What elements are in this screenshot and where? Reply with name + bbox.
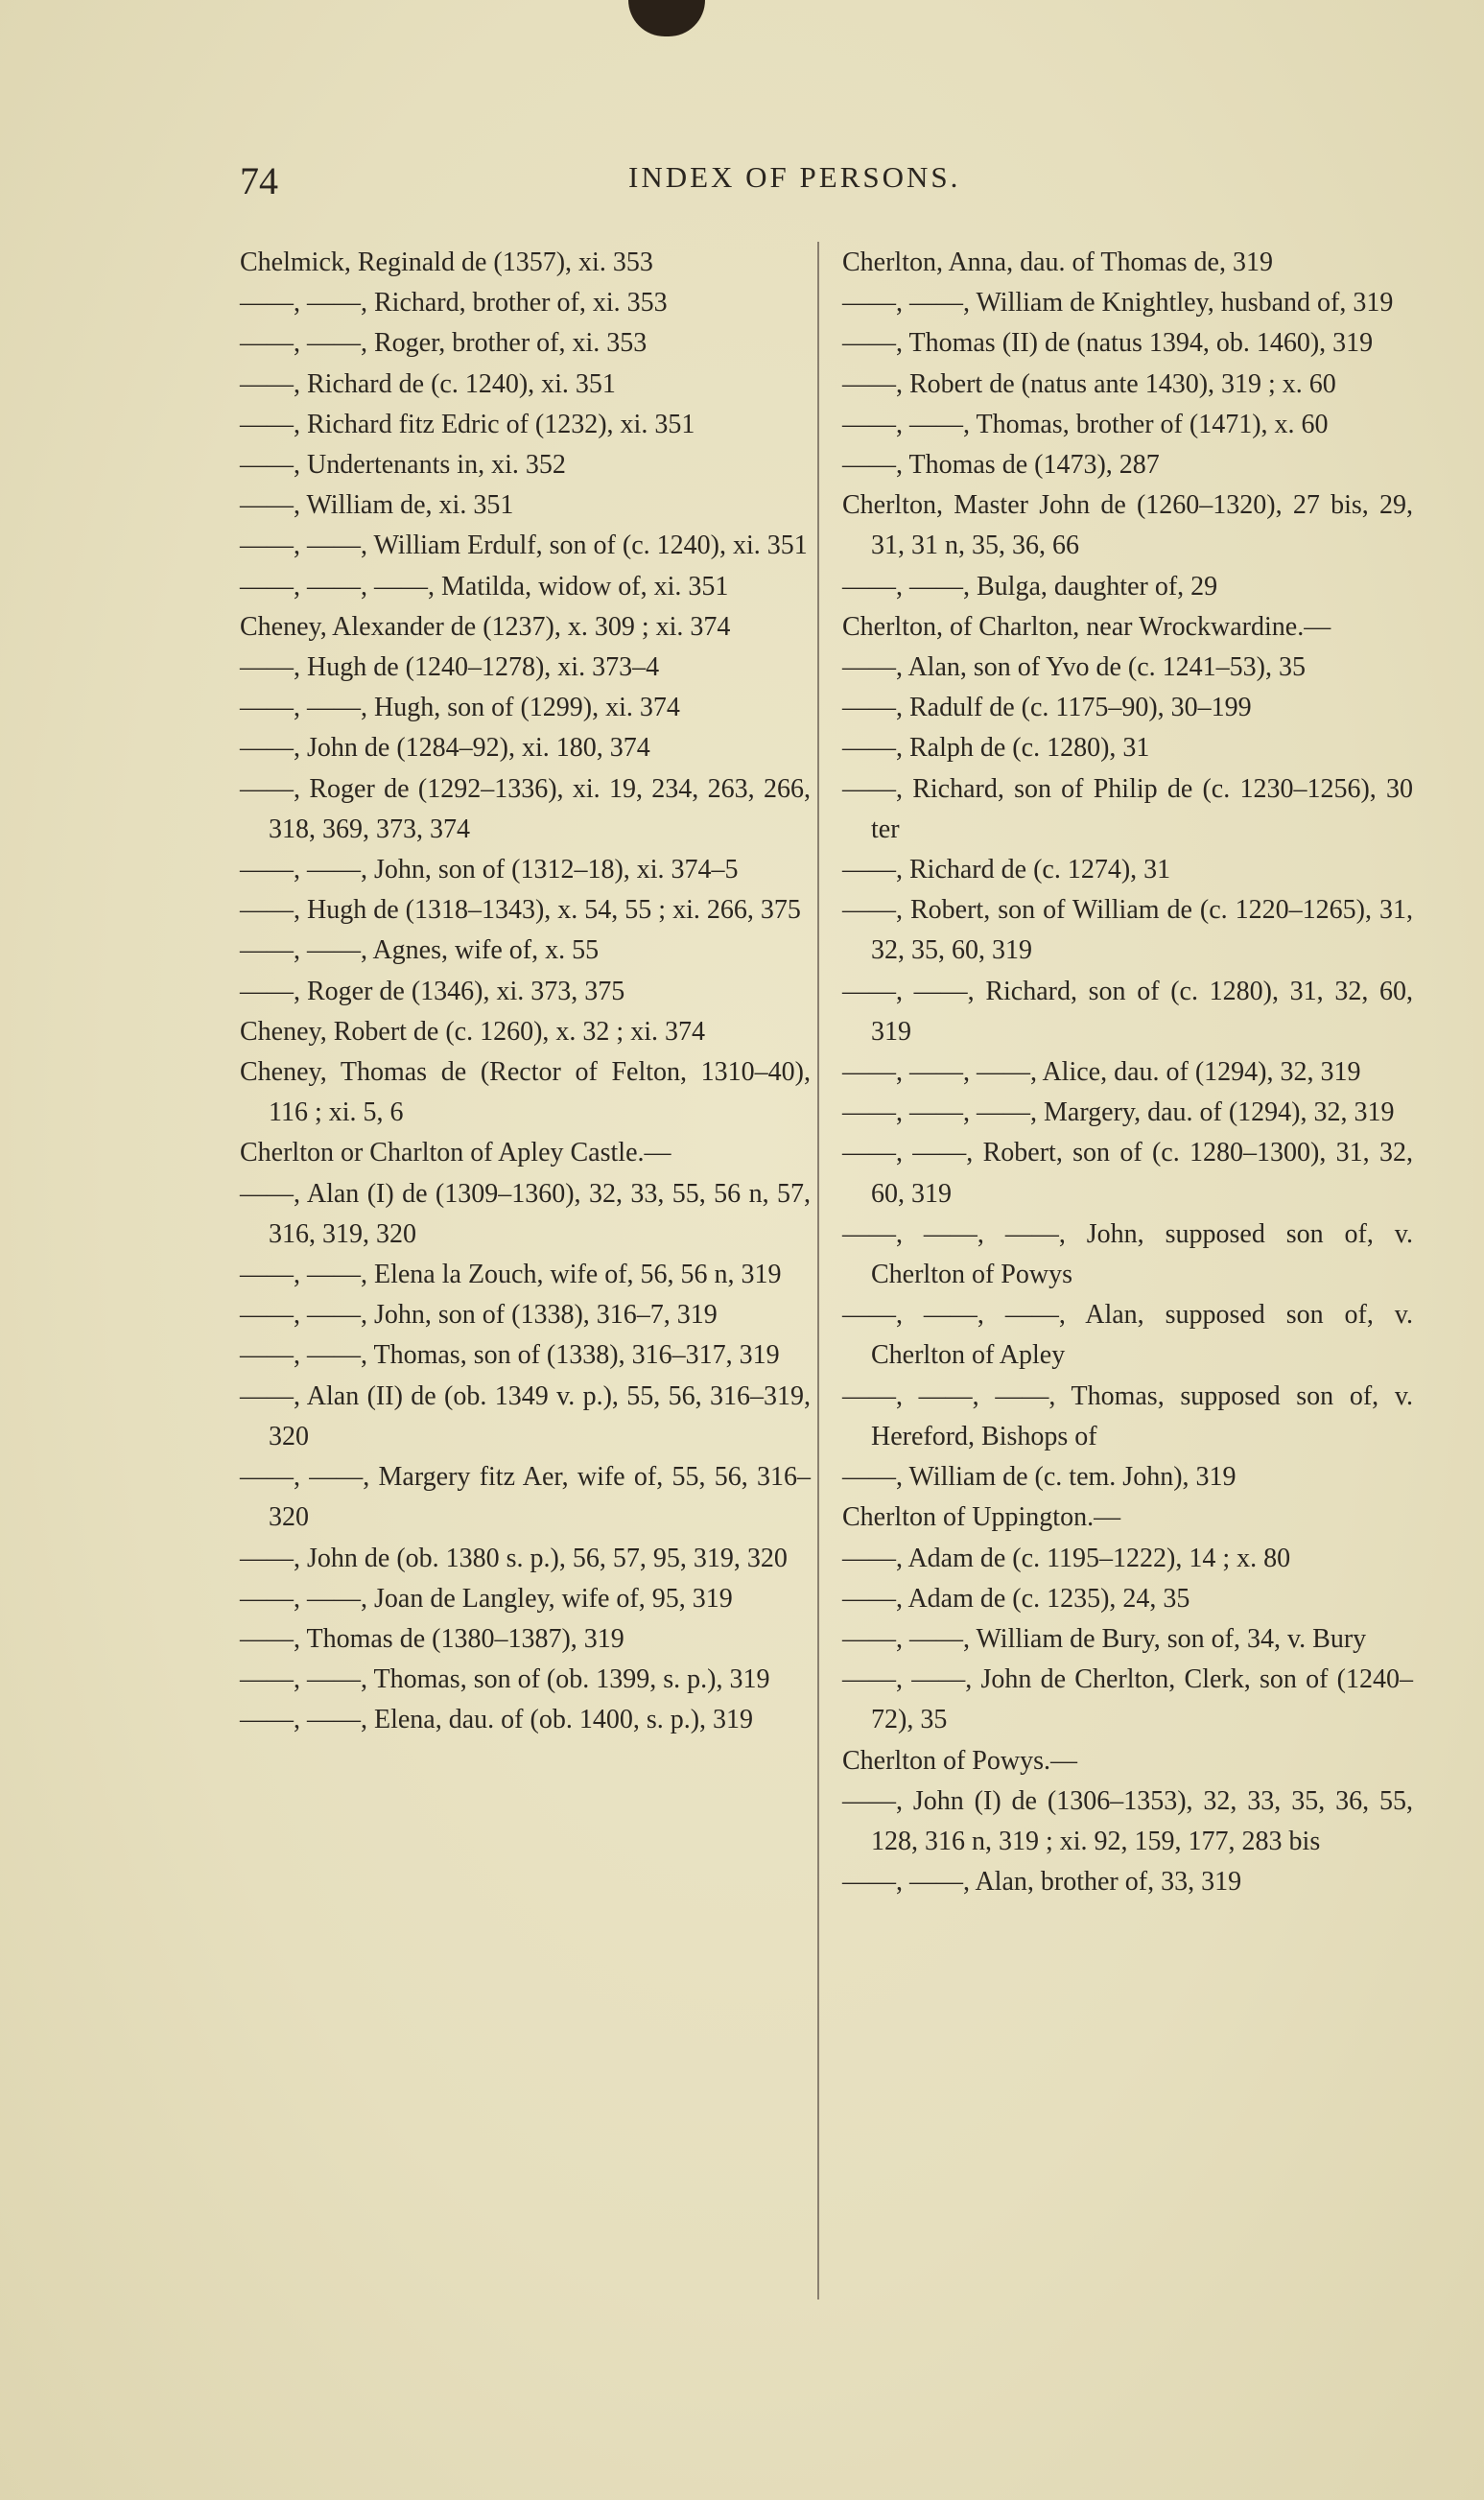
index-entry: ——, ——, Thomas, brother of (1471), x. 60 bbox=[842, 409, 1329, 439]
index-entry: ——, Richard, son of Philip de (c. 1230–1256), 30 ter bbox=[842, 773, 1413, 844]
index-entry: ——, Robert de (natus ante 1430), 319 ; x. 60 bbox=[842, 368, 1336, 399]
index-entry: ——, Thomas de (1473), 287 bbox=[842, 450, 1160, 481]
page-header bbox=[240, 158, 1410, 206]
index-entry: ——, ——, William de Knightley, husband of, 319 bbox=[842, 288, 1394, 318]
index-entry: Cherlton, Anna, dau. of Thomas de, 319 bbox=[842, 248, 1273, 277]
index-entry: ——, ——, Thomas, son of (ob. 1399, s. p.), 319 bbox=[240, 1664, 770, 1695]
left-column bbox=[240, 243, 811, 1741]
index-entry: ——, Hugh de (1318–1343), x. 54, 55 ; xi. 266, 375 bbox=[240, 895, 801, 926]
index-entry: Cheney, Alexander de (1237), x. 309 ; xi. 374 bbox=[240, 611, 731, 642]
index-entry: ——, William de (c. tem. John), 319 bbox=[842, 1462, 1237, 1493]
index-entry: ——, ——, ——, John, supposed son of, v. Cherlton of Powys bbox=[842, 1218, 1413, 1290]
index-entry: ——, Radulf de (c. 1175–90), 30–199 bbox=[842, 693, 1252, 723]
index-entry: ——, Alan, son of Yvo de (c. 1241–53), 35 bbox=[842, 652, 1306, 683]
index-entry: ——, Roger de (1292–1336), xi. 19, 234, 263, 266, 318, 369, 373, 374 bbox=[240, 773, 811, 844]
index-entry: ——, ——, Roger, brother of, xi. 353 bbox=[240, 328, 648, 359]
index-entry: Cherlton of Powys.— bbox=[842, 1745, 1077, 1776]
index-entry: ——, Alan (II) de (ob. 1349 v. p.), 55, 56, 316–319, 320 bbox=[240, 1380, 811, 1451]
index-entry: ——, ——, Joan de Langley, wife of, 95, 319 bbox=[240, 1583, 733, 1614]
index-entry: ——, ——, ——, Margery, dau. of (1294), 32, 319 bbox=[842, 1097, 1395, 1128]
index-entry: ——, ——, John de Cherlton, Clerk, son of (1240–72), 35 bbox=[842, 1664, 1413, 1735]
index-entry: ——, Ralph de (c. 1280), 31 bbox=[842, 733, 1150, 764]
index-entry: Cherlton, Master John de (1260–1320), 27 bis, 29, 31, 31 n, 35, 36, 66 bbox=[842, 490, 1413, 561]
index-entry: ——, Thomas de (1380–1387), 319 bbox=[240, 1623, 624, 1654]
index-entry: ——, ——, William de Bury, son of, 34, v. Bury bbox=[842, 1623, 1367, 1654]
index-entry: ——, ——, Thomas, son of (1338), 316–317, 319 bbox=[240, 1340, 780, 1371]
index-entry: ——, John de (ob. 1380 s. p.), 56, 57, 95, 319, 320 bbox=[240, 1543, 788, 1573]
index-entry: ——, ——, Elena la Zouch, wife of, 56, 56 n, 319 bbox=[240, 1260, 782, 1290]
index-entry: ——, Richard de (c. 1274), 31 bbox=[842, 855, 1171, 885]
index-entry: ——, Roger de (1346), xi. 373, 375 bbox=[240, 976, 625, 1006]
index-entry: ——, ——, Richard, brother of, xi. 353 bbox=[240, 288, 668, 318]
index-entry: Cherlton, of Charlton, near Wrockwardine.— bbox=[842, 611, 1331, 642]
index-entry: ——, ——, John, son of (1312–18), xi. 374–5 bbox=[240, 855, 739, 885]
index-entry: ——, John (I) de (1306–1353), 32, 33, 35, 36, 55, 128, 316 n, 319 ; xi. 92, 159, 177, 283 bis bbox=[842, 1785, 1413, 1856]
index-entry: Cheney, Thomas de (Rector of Felton, 1310–40), 116 ; xi. 5, 6 bbox=[240, 1057, 811, 1128]
index-entry: ——, ——, ——, Alan, supposed son of, v. Cherlton of Apley bbox=[842, 1300, 1413, 1371]
index-entry: ——, Robert, son of William de (c. 1220–1265), 31, 32, 35, 60, 319 bbox=[842, 895, 1413, 966]
index-entry: ——, Adam de (c. 1235), 24, 35 bbox=[842, 1583, 1190, 1614]
index-entry: ——, ——, Elena, dau. of (ob. 1400, s. p.), 319 bbox=[240, 1705, 754, 1735]
index-entry: ——, Hugh de (1240–1278), xi. 373–4 bbox=[240, 652, 660, 683]
index-entry: ——, ——, Alan, brother of, 33, 319 bbox=[842, 1867, 1242, 1898]
index-entry: ——, Undertenants in, xi. 352 bbox=[240, 450, 566, 481]
index-entry: ——, Thomas (II) de (natus 1394, ob. 1460), 319 bbox=[842, 328, 1374, 359]
index-entry: ——, Alan (I) de (1309–1360), 32, 33, 55, 56 n, 57, 316, 319, 320 bbox=[240, 1178, 811, 1249]
index-entry: ——, ——, William Erdulf, son of (c. 1240), xi. 351 bbox=[240, 531, 808, 561]
index-entry: Cherlton or Charlton of Apley Castle.— bbox=[240, 1138, 671, 1168]
ink-blot bbox=[628, 0, 705, 36]
index-entry: Cherlton of Uppington.— bbox=[842, 1502, 1121, 1533]
index-entry: Chelmick, Reginald de (1357), xi. 353 bbox=[240, 248, 653, 277]
index-entry: ——, Richard fitz Edric of (1232), xi. 351 bbox=[240, 409, 695, 439]
index-entry: ——, ——, Richard, son of (c. 1280), 31, 32, 60, 319 bbox=[842, 976, 1413, 1047]
index-entry: ——, ——, ——, Matilda, widow of, xi. 351 bbox=[240, 571, 729, 601]
index-entry: ——, ——, Margery fitz Aer, wife of, 55, 56, 316–320 bbox=[240, 1462, 811, 1533]
running-title: INDEX OF PERSONS. bbox=[628, 160, 961, 194]
index-entry: ——, ——, John, son of (1338), 316–7, 319 bbox=[240, 1300, 718, 1331]
index-entry: ——, ——, Robert, son of (c. 1280–1300), 31, 32, 60, 319 bbox=[842, 1138, 1413, 1209]
column-divider bbox=[817, 242, 819, 2300]
index-entry: ——, William de, xi. 351 bbox=[240, 490, 514, 521]
page-number: 74 bbox=[240, 159, 278, 202]
index-entry: ——, Adam de (c. 1195–1222), 14 ; x. 80 bbox=[842, 1543, 1291, 1573]
index-entry: Cheney, Robert de (c. 1260), x. 32 ; xi. 374 bbox=[240, 1016, 705, 1047]
index-entry: ——, ——, Agnes, wife of, x. 55 bbox=[240, 935, 600, 966]
index-entry: ——, ——, ——, Alice, dau. of (1294), 32, 319 bbox=[842, 1057, 1361, 1088]
right-column bbox=[842, 243, 1413, 1902]
index-entry: ——, ——, Hugh, son of (1299), xi. 374 bbox=[240, 693, 680, 723]
index-entry: ——, ——, Bulga, daughter of, 29 bbox=[842, 571, 1218, 601]
index-entry: ——, Richard de (c. 1240), xi. 351 bbox=[240, 368, 616, 399]
index-entry: ——, ——, ——, Thomas, supposed son of, v. Hereford, Bishops of bbox=[842, 1380, 1413, 1451]
index-entry: ——, John de (1284–92), xi. 180, 374 bbox=[240, 733, 650, 764]
